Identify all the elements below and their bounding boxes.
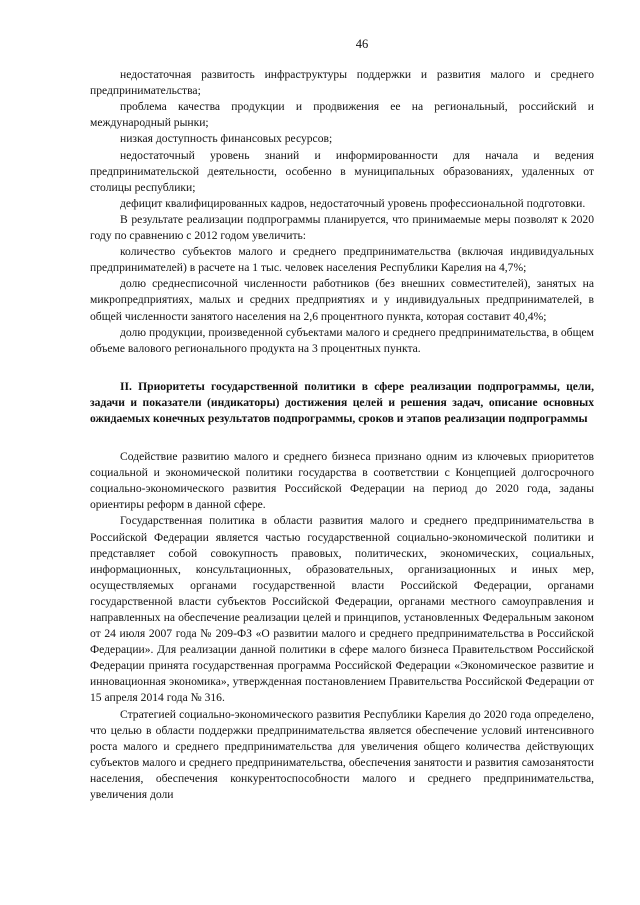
paragraph-problem-knowledge: недостаточный уровень знаний и информированности для начала и ведения предпринимательской деятельности, особенно в муниципальных образованиях, удаленных от столицы республики; — [90, 148, 594, 194]
paragraph-state-policy: Государственная политика в области развития малого и среднего предпринимательства в Российской Федерации является частью государственной социально-экономической политики и представляет собой совокупность правовых, политических, экономических, социальных, информационных, консультационных, образовательных, организационных и иных мер, осуществляемых органами государственной власти Российской Федерации, органами государственной власти субъектов Российской Федерации, органами местного самоуправления и направленных на обеспечение реализации целей и принципов, установленных Федеральным законом от 24 июля 2007 года № 209-ФЗ «О развитии малого и среднего предпринимательства в Российской Федерации». Для реализации данной политики в сфере малого бизнеса Правительством Российской Федерации принята государственная программа Российской Федерации «Экономическое развитие и инновационная экономика», утвержденная постановлением Правительства Российской Федерации от 15 апреля 2014 года № 316. — [90, 514, 594, 705]
paragraph-problem-staff: дефицит квалифицированных кадров, недостаточный уровень профессиональной подготовки. — [120, 196, 586, 210]
paragraph-problem-infrastructure: недостаточная развитость инфраструктуры поддержки и развития малого и среднего предпринимательства; — [90, 68, 594, 98]
paragraph-strategy: Стратегией социально-экономического развития Республики Карелия до 2020 года определено, что целью в области поддержки предпринимательства является обеспечение условий интенсивного роста малого и среднего предпринимательства для увеличения общего количества действующих субъектов малого и среднего предпринимательства, обеспечения занятости и развития самозанятости населения, обеспечения конкурентоспособности малого и среднего предпринимательства, увеличения доли — [90, 707, 594, 802]
paragraph-problem-finance: низкая доступность финансовых ресурсов; — [120, 132, 333, 146]
paragraph-result-product-share: долю продукции, произведенной субъектами малого и среднего предпринимательства, в общем объеме валового регионального продукта на 3 процентных пункта. — [90, 325, 594, 355]
section-heading: II. Приоритеты государственной политики в сфере реализации подпрограммы, цели, задачи и показатели (индикаторы) достижения целей и решения задач, описание основных ожидаемых конечных результатов подпрограммы, сроков и этапов реализации подпрограммы — [90, 379, 594, 425]
paragraph-result-employment-share: долю среднесписочной численности работников (без внешних совместителей), занятых на микропредприятиях, малых и средних предприятиях и у индивидуальных предпринимателей, в общей численности занятого населения на 2,6 процентного пункта, которая составит 40,4%; — [90, 277, 594, 323]
paragraph-problem-quality: проблема качества продукции и продвижения ее на региональный, российский и международный рынки; — [90, 100, 594, 130]
paragraph-expected-results-intro: В результате реализации подпрограммы планируется, что принимаемые меры позволят к 2020 году по сравнению с 2012 годом увеличить: — [90, 212, 594, 243]
paragraph-priorities: Содействие развитию малого и среднего бизнеса признано одним из ключевых приоритетов социальной и экономической политики государства в соответствии с Концепцией долгосрочного социально-экономического развития Российской Федерации на период до 2020 года, заданы ориентиры реформ в данной сфере. — [90, 450, 594, 512]
page-number: 46 — [355, 37, 369, 51]
paragraph-result-subjects-count: количество субъектов малого и среднего предпринимательства (включая индивидуальных предпринимателей) в расчете на 1 тыс. человек населения Республики Карелия на 4,7%; — [90, 245, 594, 275]
